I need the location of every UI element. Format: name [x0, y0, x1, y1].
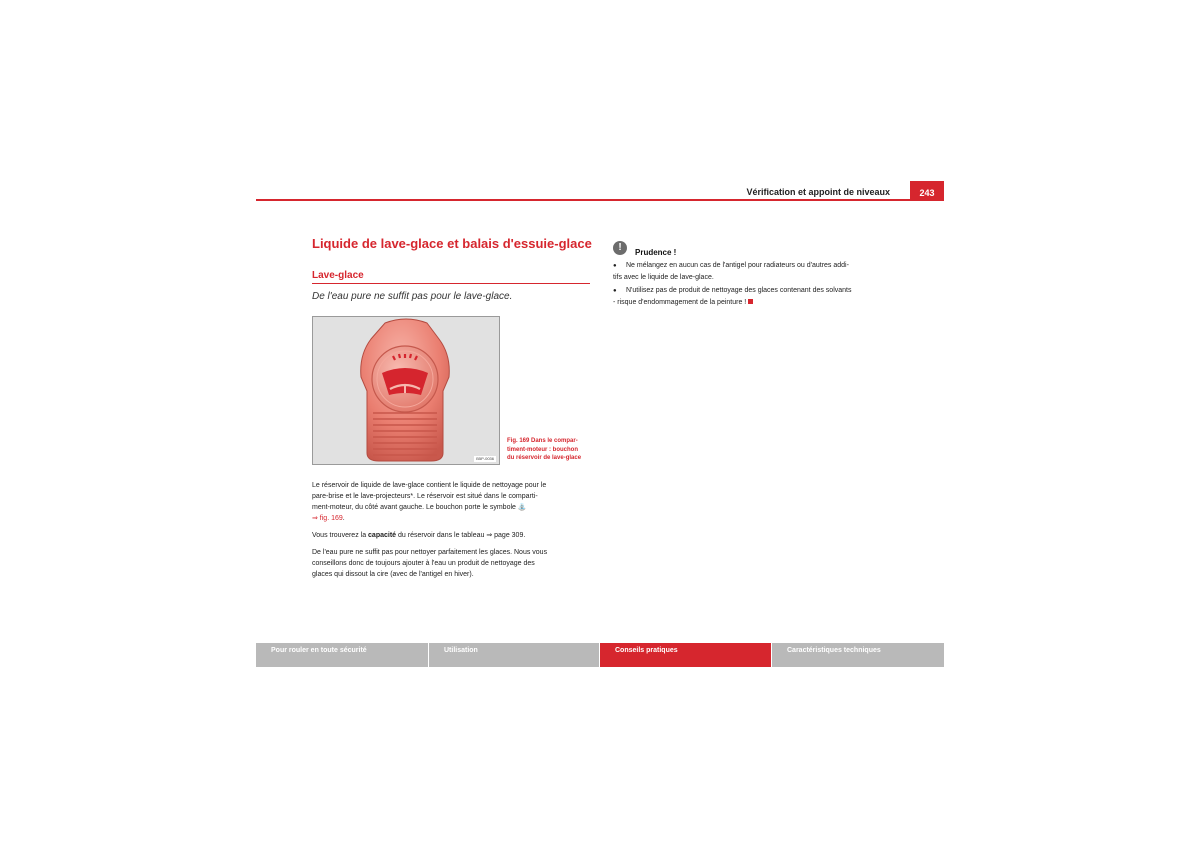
caption-line: Fig. 169 Dans le compar- [507, 438, 578, 444]
text-line: De l'eau pure ne suffit pas pour nettoyer parfaitement les glaces. Nous vous [312, 549, 548, 556]
warning-icon: ! [613, 241, 627, 255]
section-title: Vérification et appoint de niveaux [746, 187, 890, 197]
header-rule [256, 199, 944, 201]
warning-item [613, 285, 893, 308]
subtitle-rule [312, 283, 590, 284]
figure-washer-cap [312, 316, 500, 465]
text-span: tifs avec le liquide de lave-glace. [613, 274, 714, 281]
text-span: Vous trouverez la [312, 532, 369, 539]
bold-term: capacité [368, 532, 397, 539]
warning-title: Prudence ! [635, 248, 677, 257]
text-line [312, 513, 592, 524]
section-subtitle: Lave-glace [312, 270, 364, 281]
page-reference-link[interactable]: du réservoir dans le tableau ⇒ page 309. [396, 532, 526, 539]
text-span: . [342, 515, 345, 522]
text-span: Ne mélangez en aucun cas de l'antigel pour radiateurs ou d'autres addi- [626, 262, 849, 269]
paragraph-reservoir [312, 480, 592, 524]
figure-code: B5P-0036 [476, 456, 494, 461]
paragraph-capacity [312, 530, 592, 541]
text-line: Le réservoir de liquide de lave-glace contient le liquide de nettoyage pour le [312, 482, 547, 489]
tab-pour-rouler[interactable]: Pour rouler en toute sécurité [256, 643, 428, 667]
tab-utilisation[interactable]: Utilisation [429, 643, 599, 667]
text-span: N'utilisez pas de produit de nettoyage des glaces contenant des solvants [626, 287, 852, 294]
text-line [312, 502, 592, 513]
bullet-icon: ● [613, 288, 617, 294]
end-of-section-marker [748, 299, 753, 304]
bullet-icon: ● [613, 263, 617, 269]
tab-conseils-pratiques[interactable]: Conseils pratiques [600, 643, 771, 667]
page-title: Liquide de lave-glace et balais d'essuie-glace [312, 236, 592, 251]
text-line [312, 530, 592, 541]
figure-caption [507, 437, 593, 463]
text-span: - risque d'endommagement de la peinture ! [613, 299, 747, 306]
washer-symbol-inline-icon: ⛲ [517, 504, 527, 511]
tab-caracteristiques-techniques[interactable]: Caractéristiques techniques [772, 643, 944, 667]
text-span: ment-moteur, du côté avant gauche. Le bouchon porte le symbole [312, 504, 516, 511]
paragraph-pure-water [312, 547, 592, 580]
warning-item [613, 260, 893, 283]
page-number: 243 [910, 181, 944, 201]
text-line: pare-brise et le lave-projecteurs*. Le réservoir est situé dans le comparti- [312, 493, 538, 500]
text-line: glaces qui dissout la cire (avec de l'antigel en hiver). [312, 571, 474, 578]
text-line: conseillons donc de toujours ajouter à l'eau un produit de nettoyage des [312, 560, 535, 567]
figure-reference-link[interactable]: ⇒ fig. 169 [312, 515, 343, 522]
lead-text: De l'eau pure ne suffit pas pour le lave-glace. [312, 291, 513, 302]
caption-line: timent-moteur : bouchon [507, 446, 578, 453]
caption-line: du réservoir de lave-glace [507, 455, 582, 461]
washer-cap-illustration [313, 317, 499, 464]
